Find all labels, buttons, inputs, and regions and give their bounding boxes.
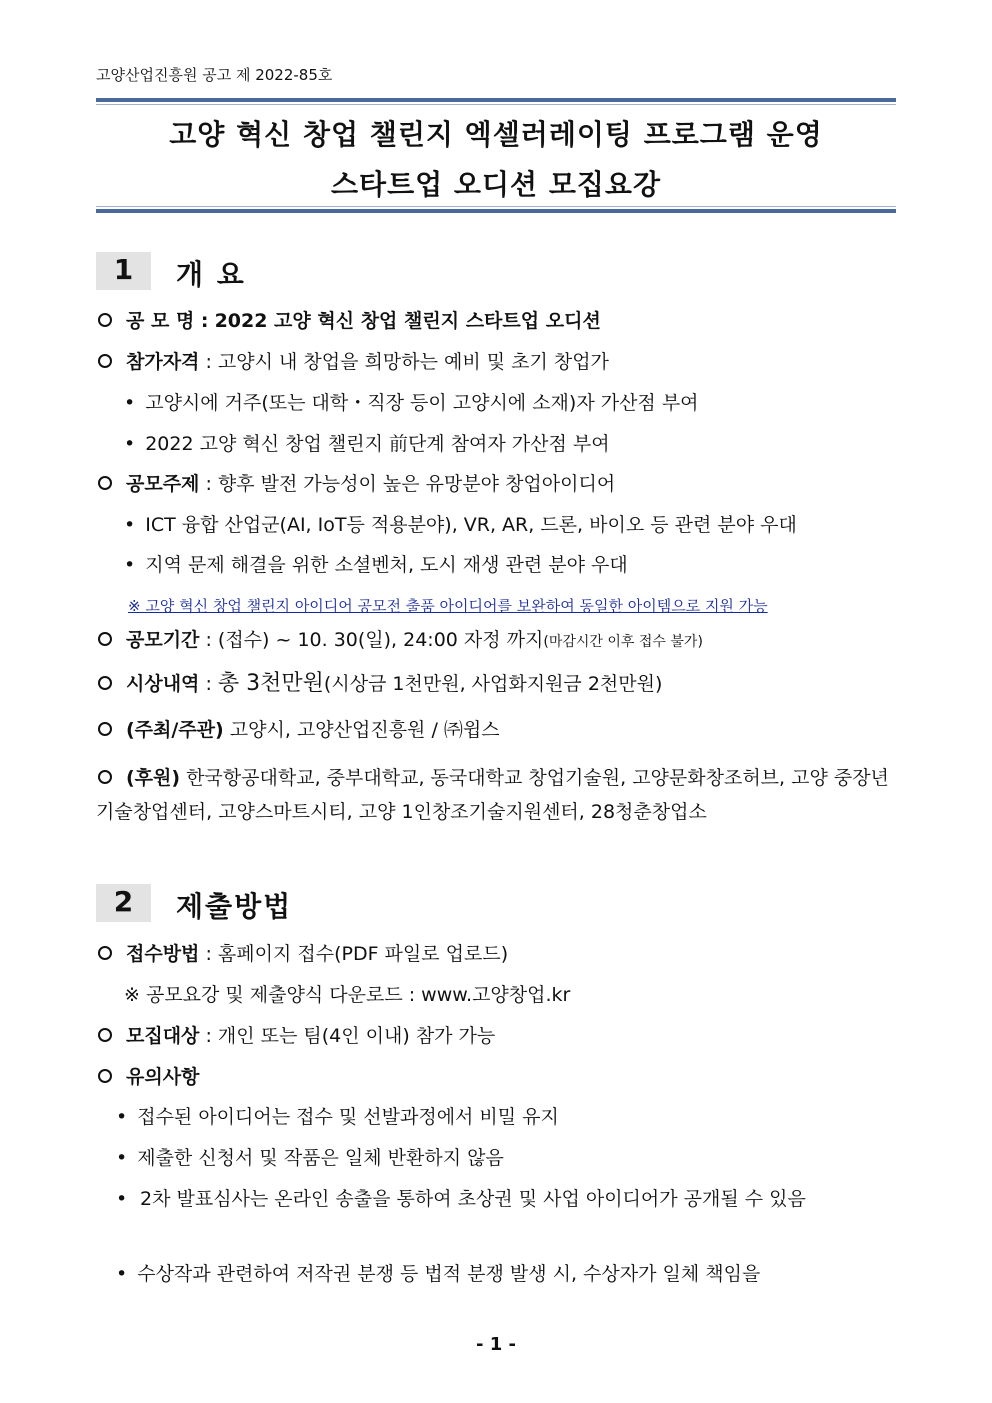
- qualification-bullet-2: • 2022 고양 혁신 창업 챌린지 前단계 참여자 가산점 부여: [124, 433, 610, 455]
- submission-method-value: : 홈페이지 접수(PDF 파일로 업로드): [205, 943, 509, 965]
- qualification-label: 참가자격: [126, 351, 200, 373]
- note-item: • 접수된 아이디어는 접수 및 선발과정에서 비밀 유지: [116, 1106, 559, 1128]
- host-row: [96, 718, 901, 742]
- qualification-value: : 고양시 내 창업을 희망하는 예비 및 초기 창업가: [205, 351, 609, 373]
- qualification-bullet-1: • 고양시에 거주(또는 대학・직장 등이 고양시에 소재)자 가산점 부여: [124, 392, 699, 414]
- contest-name-row: [96, 309, 901, 333]
- circle-bullet-icon: [98, 313, 112, 327]
- title-rule-top-thin: [96, 104, 896, 105]
- section-1-number: 1: [113, 253, 134, 286]
- page-number: - 1 -: [476, 1334, 516, 1355]
- download-note: ※ 공모요강 및 제출양식 다운로드 : www.고양창업.kr: [124, 984, 571, 1006]
- target-label: 모집대상: [126, 1025, 200, 1047]
- sponsor-value: 한국항공대학교, 중부대학교, 동국대학교 창업기술원, 고양문화창조허브, 고양 중장년기술창업센터, 고양스마트시티, 고양 1인창조기술지원센터, 28청춘창업소: [96, 767, 889, 823]
- circle-bullet-icon: [98, 476, 112, 490]
- period-row: [96, 628, 901, 654]
- period-label: 공모기간: [126, 629, 200, 651]
- section-2-number: 2: [113, 885, 134, 918]
- prize-total: 총 3천만원: [217, 671, 324, 696]
- circle-bullet-icon: [98, 946, 112, 960]
- page-subtitle: 스타트업 오디션 모집요강: [330, 168, 662, 201]
- circle-bullet-icon: [98, 632, 112, 646]
- sponsor-row: [96, 761, 896, 829]
- title-rule-bottom-thin: [96, 206, 896, 207]
- circle-bullet-icon: [98, 1028, 112, 1042]
- period-note: (마감시간 이후 접수 불가): [543, 634, 703, 650]
- target-value: : 개인 또는 팀(4인 이내) 참가 가능: [205, 1025, 496, 1047]
- circle-bullet-icon: [98, 722, 112, 736]
- theme-row: [96, 472, 901, 496]
- section-1-title: 개 요: [176, 258, 246, 291]
- prize-detail: (시상금 1천만원, 사업화지원금 2천만원): [323, 673, 663, 695]
- page-title: 고양 혁신 창업 챌린지 엑셀러레이팅 프로그램 운영: [169, 118, 823, 151]
- theme-reference-note: ※ 고양 혁신 창업 챌린지 아이디어 공모전 출품 아이디어를 보완하여 동일한 아이템으로 지원 가능: [128, 597, 768, 615]
- notice-number: 고양산업진흥원 공고 제 2022-85호: [96, 66, 333, 84]
- theme-value: : 향후 발전 가능성이 높은 유망분야 창업아이디어: [205, 473, 616, 495]
- period-value: : (접수) ~ 10. 30(일), 24:00 자정 까지: [205, 629, 544, 651]
- notes-row: [96, 1065, 901, 1089]
- note-item: • 2차 발표심사는 온라인 송출을 통하여 초상권 및 사업 아이디어가 공개될 수 있음: [116, 1188, 806, 1210]
- title-rule-top: [96, 98, 896, 102]
- circle-bullet-icon: [98, 676, 112, 690]
- prize-label: 시상내역: [126, 673, 200, 695]
- sponsor-label: (후원): [126, 767, 181, 789]
- theme-bullet-1: • ICT 융합 산업군(AI, IoT등 적용분야), VR, AR, 드론, 바이오 등 관련 분야 우대: [124, 514, 797, 536]
- contest-name-value: 2022 고양 혁신 창업 챌린지 스타트업 오디션: [214, 310, 601, 332]
- theme-label: 공모주제: [126, 473, 200, 495]
- note-item: • 수상작과 관련하여 저작권 분쟁 등 법적 분쟁 발생 시, 수상자가 일체 책임을: [116, 1263, 761, 1285]
- theme-bullet-2: • 지역 문제 해결을 위한 소셜벤처, 도시 재생 관련 분야 우대: [124, 554, 628, 576]
- section-2-title: 제출방법: [176, 890, 293, 923]
- circle-bullet-icon: [98, 770, 112, 784]
- submission-method-row: [96, 942, 901, 966]
- circle-bullet-icon: [98, 1069, 112, 1083]
- title-rule-bottom: [96, 209, 896, 213]
- contest-name-label: 공 모 명 :: [126, 310, 209, 332]
- host-value: 고양시, 고양산업진흥원 / ㈜윕스: [229, 719, 500, 741]
- submission-method-label: 접수방법: [126, 943, 200, 965]
- notes-label: 유의사항: [126, 1066, 200, 1088]
- circle-bullet-icon: [98, 354, 112, 368]
- target-row: [96, 1024, 901, 1048]
- qualification-row: [96, 350, 901, 374]
- host-label: (주최/주관): [126, 719, 224, 741]
- note-item: • 제출한 신청서 및 작품은 일체 반환하지 않음: [116, 1147, 504, 1169]
- prize-row: 시상내역 : 총 3천만원(시상금 1천만원, 사업화지원금 2천만원): [96, 672, 901, 696]
